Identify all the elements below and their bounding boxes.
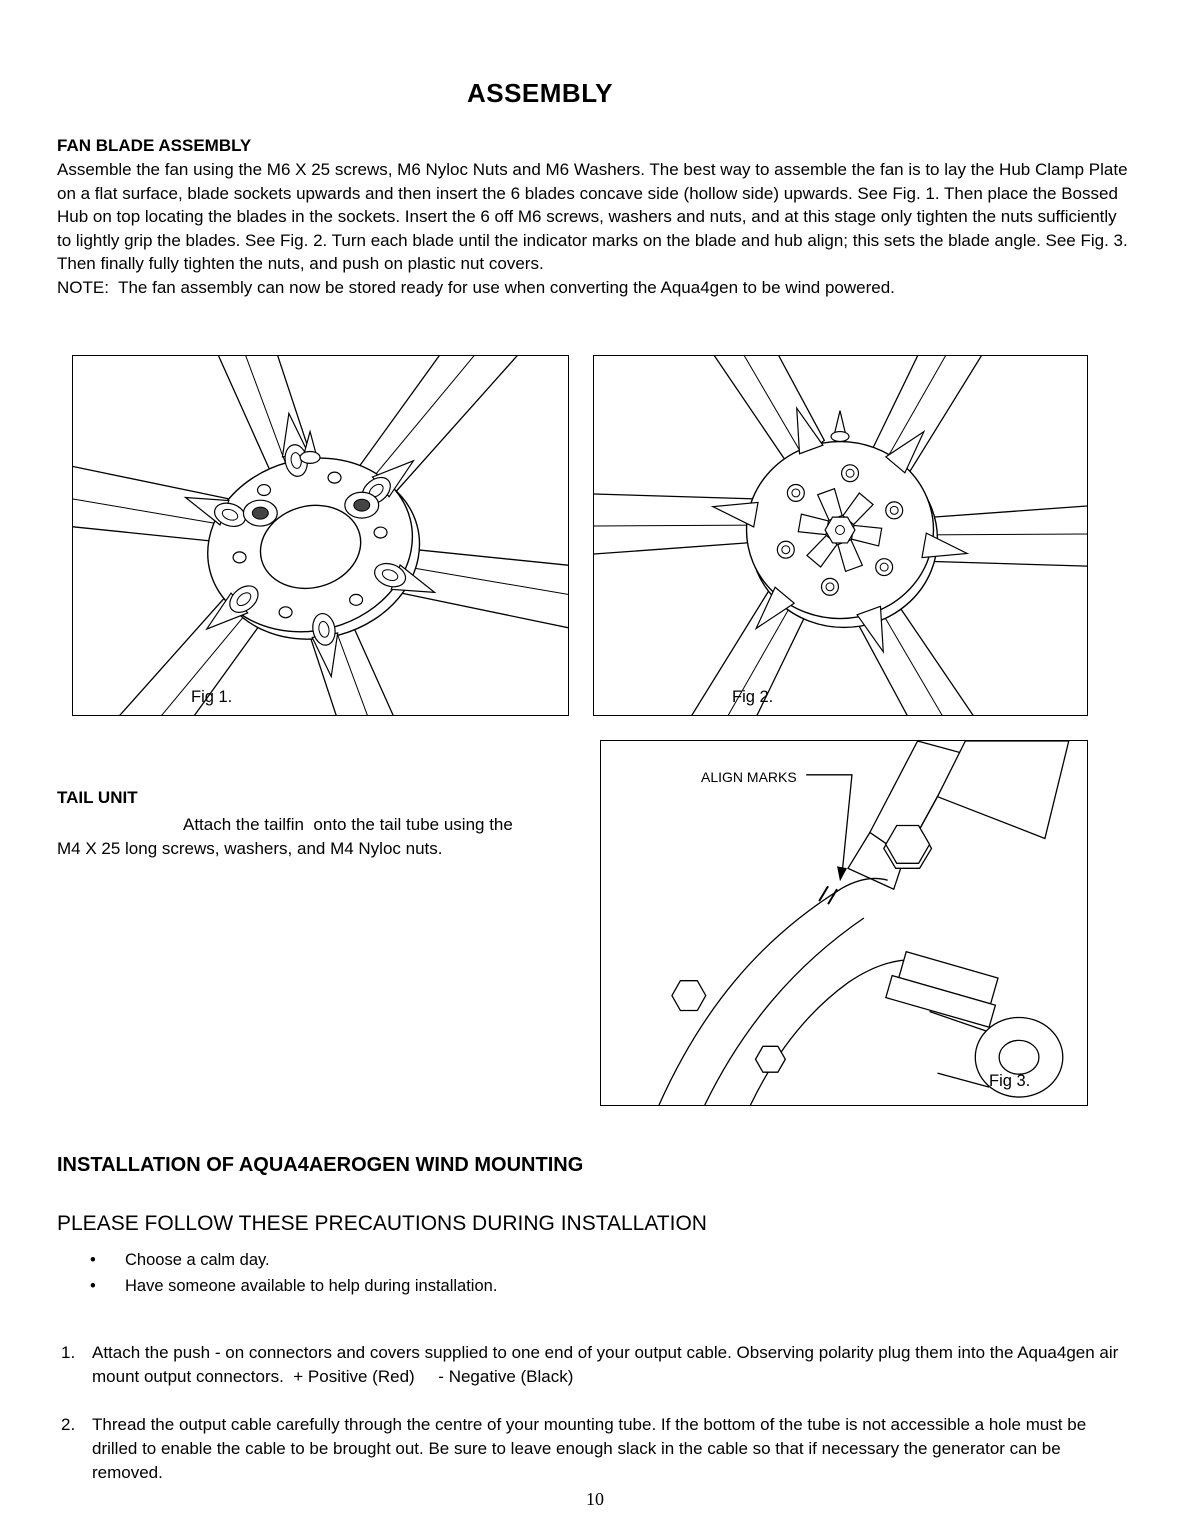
fan-section-body: Assemble the fan using the M6 X 25 screws, M6 Nyloc Nuts and M6 Washers. The best way to assemble the fan is to lay the Hub Clamp Plate on a flat surface, blade sockets upwards and then insert the 6 blades concave side (hollow side) upwards. See Fig. 1. Then place the Bossed Hub on top locating the blades in the sockets. Insert the 6 off M6 screws, washers and nuts, and at this stage only tighten the nuts sufficiently to lightly grip the blades. See Fig. 2. Turn each blade until the indicator marks on the blade and hub align; this sets the blade angle. See Fig. 3. Then finally fully tighten the nuts, and push on plastic nut covers. (57, 160, 1128, 273)
precaution-text: Choose a calm day. (125, 1251, 270, 1269)
installation-steps (57, 1341, 1133, 1485)
tail-section-line-2: M4 X 25 long screws, washers, and M4 Nyloc nuts. (57, 839, 443, 858)
page-title: ASSEMBLY (466, 78, 614, 108)
blade-alignment-closeup-drawing (601, 741, 1087, 1105)
fan-bossed-hub-drawing (594, 356, 1087, 715)
step-text: Thread the output cable carefully through the centre of your mounting tube. If the bottom of the tube is not accessible a hole must be drilled to enable the cable to be brought out. Be sure to leave enough slack in the cable so that if necessary the generator can be removed. (92, 1415, 1091, 1482)
page-number: 10 (586, 1489, 604, 1509)
tail-section-heading: TAIL UNIT (57, 788, 138, 807)
installation-step-2 (57, 1413, 1133, 1485)
installation-heading: INSTALLATION OF AQUA4AEROGEN WIND MOUNTING (57, 1154, 584, 1176)
fan-blade-assembly-section (57, 134, 1133, 299)
precaution-text: Have someone available to help during installation. (125, 1277, 498, 1295)
fan-hub-clamp-plate-drawing (73, 356, 568, 715)
step-number: 2. (61, 1415, 76, 1434)
fan-section-heading: FAN BLADE ASSEMBLY (57, 136, 252, 155)
figure-1-label: Fig 1. (191, 688, 233, 706)
installation-precautions-heading: PLEASE FOLLOW THESE PRECAUTIONS DURING INSTALLATION (57, 1212, 707, 1235)
tail-section-line-1: Attach the tailfin onto the tail tube using the (183, 815, 513, 834)
step-text: Attach the push - on connectors and covers supplied to one end of your output cable. Observing polarity plug them into the Aqua4gen air mount output connectors. + Positive (Red) - Negative (Black) (92, 1343, 1124, 1386)
figure-2 (593, 355, 1088, 716)
step-number: 1. (61, 1343, 76, 1362)
installation-step-1 (57, 1341, 1133, 1389)
installation-section (57, 1152, 1133, 1485)
tail-unit-section (57, 786, 587, 861)
figure-3 (600, 740, 1088, 1106)
figure-3-label: Fig 3. (989, 1072, 1031, 1090)
figure-2-label: Fig 2. (732, 688, 774, 706)
fan-section-note: NOTE: The fan assembly can now be stored ready for use when converting the Aqua4gen to be wind powered. (57, 277, 895, 297)
list-item (90, 1273, 1133, 1299)
figure-1 (72, 355, 569, 716)
list-item (90, 1247, 1133, 1273)
precautions-list (90, 1247, 1133, 1299)
align-marks-annotation: ALIGN MARKS (701, 769, 800, 785)
